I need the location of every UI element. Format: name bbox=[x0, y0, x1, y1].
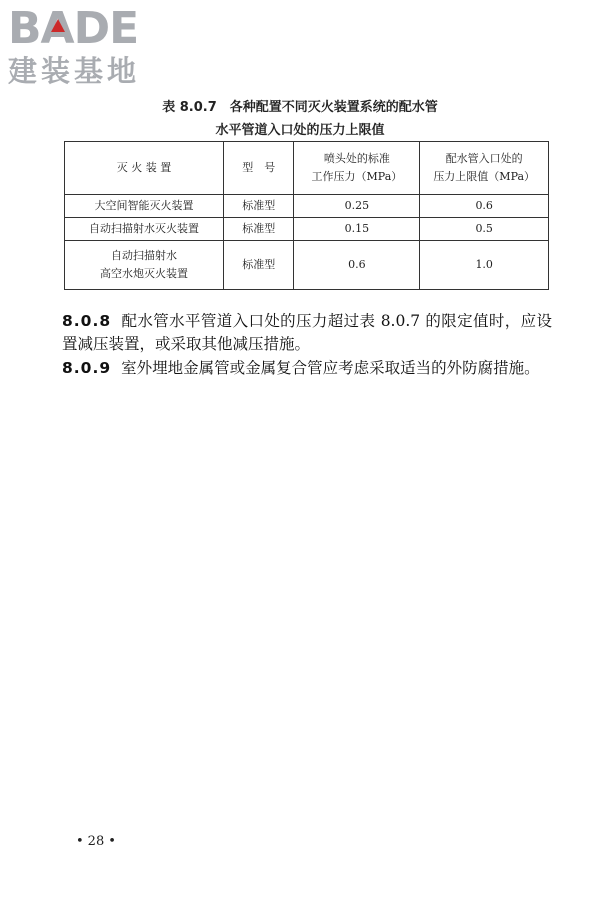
clause-8-0-8 bbox=[62, 310, 552, 355]
cell-type: 标准型 bbox=[224, 241, 294, 290]
header-device: 灭 火 装 置 bbox=[65, 142, 224, 195]
logo-latin-text bbox=[8, 3, 180, 54]
logo-chinese-text: 建装基地 bbox=[8, 54, 141, 88]
table-caption-line2: 水平管道入口处的压力上限值 bbox=[215, 123, 385, 138]
cell-device: 自动扫描射水 高空水炮灭火装置 bbox=[65, 241, 224, 290]
header-pipe-pressure: 配水管入口处的 压力上限值（MPa） bbox=[420, 142, 549, 195]
table-row bbox=[65, 241, 549, 290]
cell-nozzle-pressure: 0.25 bbox=[294, 195, 420, 218]
cell-nozzle-pressure: 0.15 bbox=[294, 218, 420, 241]
logo-latin-label: BADE bbox=[8, 3, 139, 54]
cell-pipe-pressure: 1.0 bbox=[420, 241, 549, 290]
page-dot-right: • bbox=[108, 834, 116, 849]
bade-logo bbox=[8, 3, 180, 92]
clause-number: 8.0.9 bbox=[62, 359, 112, 377]
cell-pipe-pressure: 0.6 bbox=[420, 195, 549, 218]
clause-8-0-9 bbox=[62, 357, 552, 380]
page-dot-left: • bbox=[76, 834, 84, 849]
table-row bbox=[65, 195, 549, 218]
table-row bbox=[65, 218, 549, 241]
cell-type: 标准型 bbox=[224, 218, 294, 241]
cell-nozzle-pressure: 0.6 bbox=[294, 241, 420, 290]
cell-pipe-pressure: 0.5 bbox=[420, 218, 549, 241]
clause-number: 8.0.8 bbox=[62, 312, 112, 330]
header-type: 型 号 bbox=[224, 142, 294, 195]
cell-device: 大空间智能灭火装置 bbox=[65, 195, 224, 218]
clause-text: 配水管水平管道入口处的压力超过表 8.0.7 的限定值时，应设置减压装置，或采取其他减压措施。 bbox=[62, 312, 552, 353]
clause-text: 室外埋地金属管或金属复合管应考虑采取适当的外防腐措施。 bbox=[121, 359, 540, 377]
table-header-row bbox=[65, 142, 549, 195]
table-caption-line1: 表 8.0.7 各种配置不同灭火装置系统的配水管 bbox=[162, 100, 438, 115]
page-number bbox=[72, 834, 120, 849]
header-nozzle-pressure: 喷头处的标准 工作压力（MPa） bbox=[294, 142, 420, 195]
logo-red-triangle-icon bbox=[51, 19, 65, 32]
cell-device: 自动扫描射水灭火装置 bbox=[65, 218, 224, 241]
page-number-value: 28 bbox=[87, 834, 105, 849]
pressure-limit-table bbox=[64, 141, 549, 290]
cell-type: 标准型 bbox=[224, 195, 294, 218]
